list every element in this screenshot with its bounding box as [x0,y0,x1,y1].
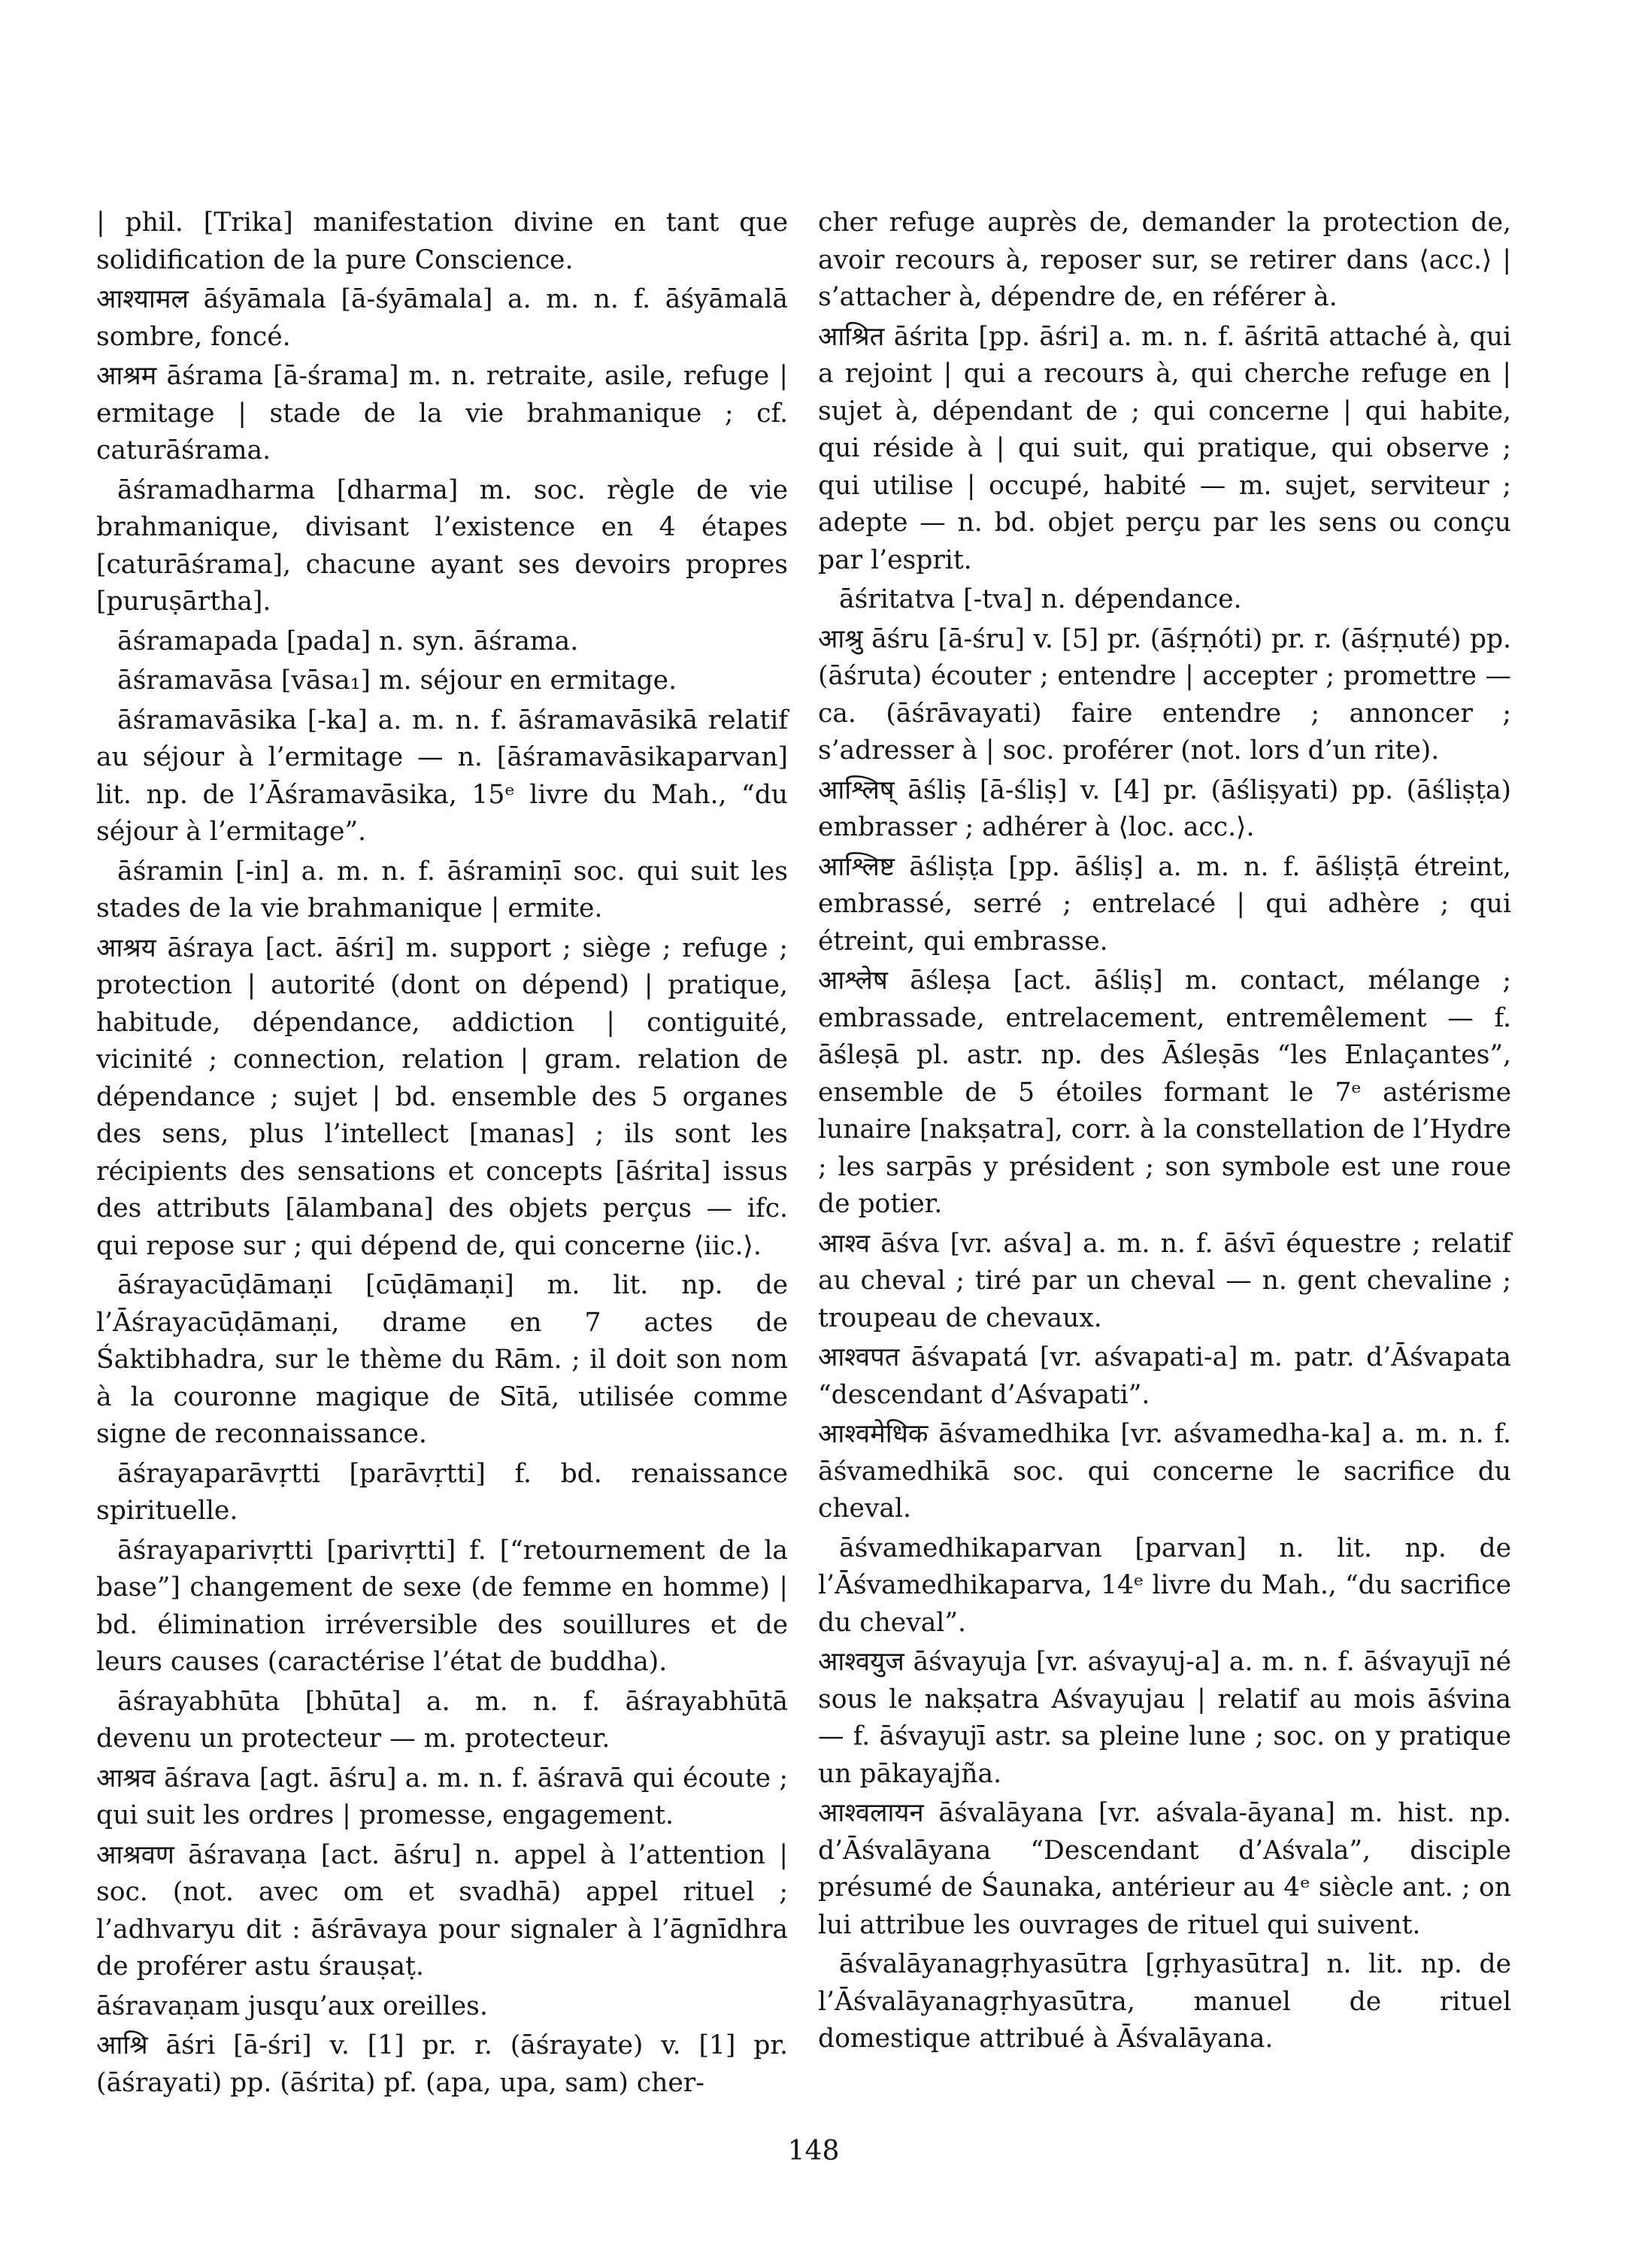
sub-entry: āśramadharma [dharma] m. soc. règle de vie brahmanique, divisant l’existence en 4 étapes [caturāśrama], chacune ayant ses devoirs propres [puruṣārtha]. [96,475,788,617]
dictionary-entry: आश्वमेधिक āśvamedhika [vr. aśvamedha-ka] a. m. n. f. āśvamedhikā soc. qui concerne le sacrifice du cheval. [818,1419,1511,1524]
dictionary-entry: आश्वपत āśvapatá [vr. aśvapati-a] m. patr. d’Āśvapata “descendant d’Aśvapati”. [818,1342,1511,1410]
sub-entry: āśrayabhūta [bhūta] a. m. n. f. āśrayabhūtā devenu un protecteur — m. protecteur. [96,1686,788,1754]
sub-entry: āśramavāsa [vāsa₁] m. séjour en ermitage. [117,666,677,696]
sub-entry: āśvamedhikaparvan [parvan] n. lit. np. de l’Āśvamedhikaparva, 14ᵉ livre du Mah., “du sacrifice du cheval”. [818,1533,1511,1638]
dictionary-entry: आश्यामल āśyāmala [ā-śyāmala] a. m. n. f. āśyāmalā sombre, foncé. [96,284,788,352]
sub-entry: āśrayaparivṛtti [parivṛtti] f. [“retournement de la base”] changement de sexe (de femme en homme) | bd. élimination irréversible des souillures et de leurs causes (caractérise l’état de buddha). [96,1535,788,1677]
dictionary-entry: आश्रम āśrama [ā-śrama] m. n. retraite, asile, refuge | ermitage | stade de la vie brahmanique ; cf. caturāśrama. [96,361,788,465]
dictionary-entry: cher refuge auprès de, demander la protection de, avoir recours à, reposer sur, se retirer dans ⟨acc.⟩ | s’attacher à, dépendre de, en référer à. [818,208,1511,312]
sub-entry: āśrayaparāvṛtti [parāvṛtti] f. bd. renaissance spirituelle. [96,1458,788,1526]
sub-entry: āśramavāsika [-ka] a. m. n. f. āśramavāsikā relatif au séjour à l’ermitage — n. [āśramavāsikaparvan] lit. np. de l’Āśramavāsika, 15ᵉ livre du Mah., “du séjour à l’ermitage”. [96,705,788,847]
dictionary-entry: आश्लिष्ट āśliṣṭa [pp. āśliṣ] a. m. n. f. āśliṣṭā étreint, embrassé, serré ; entrelacé | qui adhère ; qui étreint, qui embrasse. [818,851,1511,957]
dictionary-entry: आश्वलायन āśvalāyana [vr. aśvala-āyana] m. hist. np. d’Āśvalāyana “Descendant d’Aśvala”, disciple présumé de Śaunaka, antérieur au 4ᵉ siècle ant. ; on lui attribue les ouvrages de rituel qui suivent. [818,1798,1511,1940]
dictionary-entry: आश्लिष् āśliṣ [ā-śliṣ] v. [4] pr. (āśliṣyati) pp. (āśliṣṭa) embrasser ; adhérer à ⟨loc. acc.⟩. [818,775,1511,842]
right-column [818,205,1511,2060]
dictionary-entry: आश्वयुज āśvayuja [vr. aśvayuj-a] a. m. n. f. āśvayujī né sous le nakṣatra Aśvayujau | relatif au mois āśvina — f. āśvayujī astr. sa pleine lune ; soc. on y pratique un pākayajña. [818,1647,1511,1789]
dictionary-entry: आश्रव āśrava [agt. āśru] a. m. n. f. āśravā qui écoute ; qui suit les ordres | promesse, engagement. [96,1763,788,1830]
page-number: 148 [787,2136,840,2166]
sub-entry: āśramin [-in] a. m. n. f. āśramiṇī soc. qui suit les stades de la vie brahmanique | ermite. [96,856,788,923]
dictionary-entry: आश्रवण āśravaṇa [act. āśru] n. appel à l’attention | soc. (not. avec om et svadhā) appel rituel ; l’adhvaryu dit : āśrāvaya pour signaler à l’āgnīdhra de proférer astu śrauṣaṭ. [96,1839,788,1981]
dictionary-entry: आश्रि āśri [ā-śri] v. [1] pr. r. (āśrayate) v. [1] pr. (āśrayati) pp. (āśrita) pf. (apa, upa, sam) cher- [96,2030,788,2098]
dictionary-entry: āśravaṇam jusqu’aux oreilles. [96,1991,488,2021]
sub-entry: āśvalāyanagṛhyasūtra [gṛhyasūtra] n. lit. np. de l’Āśvalāyanagṛhyasūtra, manuel de rituel domestique attribué à Āśvalāyana. [818,1949,1511,2054]
left-column [96,205,788,2104]
sub-entry: āśrayacūḍāmaṇi [cūḍāmaṇi] m. lit. np. de l’Āśrayacūḍāmaṇi, drame en 7 actes de Śaktibhadra, sur le thème du Rām. ; il doit son nom à la couronne magique de Sītā, utilisée comme signe de reconnaissance. [96,1270,788,1449]
dictionary-entry: आश्व āśva [vr. aśva] a. m. n. f. āśvī équestre ; relatif au cheval ; tiré par un cheval — n. gent chevaline ; troupeau de chevaux. [818,1228,1511,1333]
sub-entry: āśritatva [-tva] n. dépendance. [839,584,1242,614]
dictionary-entry: आश्लेष āśleṣa [act. āśliṣ] m. contact, mélange ; embrassade, entrelacement, entremêlement — f. āśleṣā pl. astr. np. des Āśleṣās “les Enlaçantes”, ensemble de 5 étoiles formant le 7ᵉ astérisme lunaire [nakṣatra], corr. à la constellation de l’Hydre ; les sarpās y président ; son symbole est une roue de potier. [818,966,1511,1219]
sub-entry: āśramapada [pada] n. syn. āśrama. [117,626,579,656]
dictionary-entry: आश्रय āśraya [act. āśri] m. support ; siège ; refuge ; protection | autorité (dont on dépend) | pratique, habitude, dépendance, addiction | contiguité, vicinité ; connection, relation | gram. relation de dépendance ; sujet | bd. ensemble des 5 organes des sens, plus l’intellect [manas] ; ils sont les récipients des sensations et concepts [āśrita] issus des attributs [ālambana] des objets perçus — ifc. qui repose sur ; qui dépend de, qui concerne ⟨iic.⟩. [96,932,788,1261]
dictionary-entry: | phil. [Trika] manifestation divine en tant que solidification de la pure Conscience. [96,208,788,275]
dictionary-entry: आश्रित āśrita [pp. āśri] a. m. n. f. āśritā attaché à, qui a rejoint | qui a recours à, qui cherche refuge en | sujet à, dépendant de ; qui concerne | qui habite, qui réside à | qui suit, qui pratique, qui observe ; qui utilise | occupé, habité — m. sujet, serviteur ; adepte — n. bd. objet perçu par les sens ou conçu par l’esprit. [818,321,1511,575]
dictionary-entry: आश्रु āśru [ā-śru] v. [5] pr. (āśṛṇóti) pr. r. (āśṛṇuté) pp. (āśruta) écouter ; entendre | accepter ; promettre — ca. (āśrāvayati) faire entendre ; annoncer ; s’adresser à | soc. proférer (not. lors d’un rite). [818,623,1511,766]
